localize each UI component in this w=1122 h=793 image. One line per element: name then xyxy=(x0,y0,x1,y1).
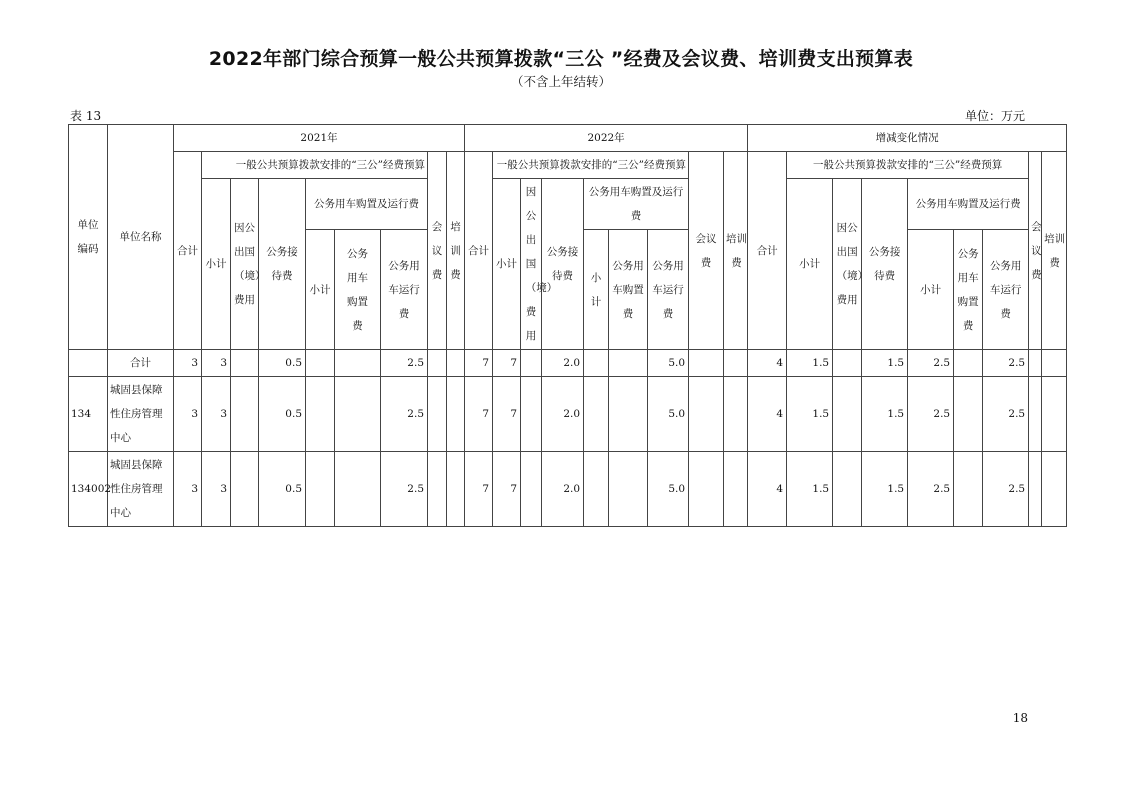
header-unit-name: 单位名称 xyxy=(108,125,174,350)
header-sangong-2021: 一般公共预算拨款安排的“三公”经费预算 xyxy=(202,152,428,179)
header-vehicle-subtotal-change: 小计 xyxy=(908,230,954,350)
header-subtotal-2021: 小计 xyxy=(202,179,231,350)
header-vehicle-2022: 公务用车购置及运行费 xyxy=(584,179,689,230)
header-abroad-2021: 因公出国（境）费用 xyxy=(231,179,259,350)
header-reception-2021: 公务接待费 xyxy=(259,179,306,350)
header-year-2022: 2022年 xyxy=(465,125,748,152)
header-total-change: 合计 xyxy=(748,152,787,350)
header-sangong-2022: 一般公共预算拨款安排的“三公”经费预算 xyxy=(493,152,689,179)
table-row-total: 合计 3 3 0.5 2.5 7 7 2.0 5.0 4 1.5 1.5 2.5 2.5 xyxy=(69,350,1067,377)
header-reception-change: 公务接待费 xyxy=(862,179,908,350)
header-subtotal-2022: 小计 xyxy=(493,179,521,350)
header-vehicle-buy-2022: 公务用车购置费 xyxy=(609,230,648,350)
unit-label: 单位：万元 xyxy=(964,109,1025,123)
header-meeting-change: 会议费 xyxy=(1029,152,1042,350)
table-number: 表 13 xyxy=(70,109,102,123)
table-row: 134 城固县保障性住房管理中心 3 3 0.5 2.5 7 7 2.0 5.0 4 1.5 1.5 2.5 2.5 xyxy=(69,377,1067,452)
header-training-2022: 培训费 xyxy=(724,152,748,350)
header-vehicle-subtotal-2021: 小计 xyxy=(306,230,335,350)
table-row: 134002 城固县保障性住房管理中心 3 3 0.5 2.5 7 7 2.0 5.0 4 1.5 1.5 2.5 2.5 xyxy=(69,452,1067,527)
header-training-change: 培训费 xyxy=(1042,152,1067,350)
cell-name: 城固县保障性住房管理中心 xyxy=(108,452,174,527)
header-total-2021: 合计 xyxy=(174,152,202,350)
header-abroad-2022: 因公出国（境）费用 xyxy=(521,179,542,350)
cell-name: 城固县保障性住房管理中心 xyxy=(108,377,174,452)
header-vehicle-subtotal-2022: 小计 xyxy=(584,230,609,350)
header-change: 增减变化情况 xyxy=(748,125,1067,152)
cell-code: 134 xyxy=(69,377,108,452)
header-vehicle-run-2021: 公务用车运行费 xyxy=(381,230,428,350)
header-meeting-2021: 会议费 xyxy=(428,152,447,350)
header-meeting-2022: 会议费 xyxy=(689,152,724,350)
page-title: 2022年部门综合预算一般公共预算拨款“三公 ”经费及会议费、培训费支出预算表 xyxy=(208,48,914,70)
header-vehicle-buy-change: 公务用车购置费 xyxy=(954,230,983,350)
header-vehicle-run-change: 公务用车运行费 xyxy=(983,230,1029,350)
cell-code xyxy=(69,350,108,377)
header-training-2021: 培训费 xyxy=(447,152,465,350)
header-vehicle-change: 公务用车购置及运行费 xyxy=(908,179,1029,230)
header-total-2022: 合计 xyxy=(465,152,493,350)
page-number: 18 xyxy=(1012,711,1028,725)
cell-code: 134002 xyxy=(69,452,108,527)
header-subtotal-change: 小计 xyxy=(787,179,833,350)
header-reception-2022: 公务接待费 xyxy=(542,179,584,350)
header-vehicle-2021: 公务用车购置及运行费 xyxy=(306,179,428,230)
header-year-2021: 2021年 xyxy=(174,125,465,152)
page-subtitle: （不含上年结转） xyxy=(510,74,611,89)
header-unit-code: 单位编码 xyxy=(69,125,108,350)
header-sangong-change: 一般公共预算拨款安排的“三公”经费预算 xyxy=(787,152,1029,179)
header-vehicle-buy-2021: 公务用车购置费 xyxy=(335,230,381,350)
budget-table xyxy=(68,124,1067,527)
header-vehicle-run-2022: 公务用车运行费 xyxy=(648,230,689,350)
cell-name: 合计 xyxy=(108,350,174,377)
header-abroad-change: 因公出国（境）费用 xyxy=(833,179,862,350)
